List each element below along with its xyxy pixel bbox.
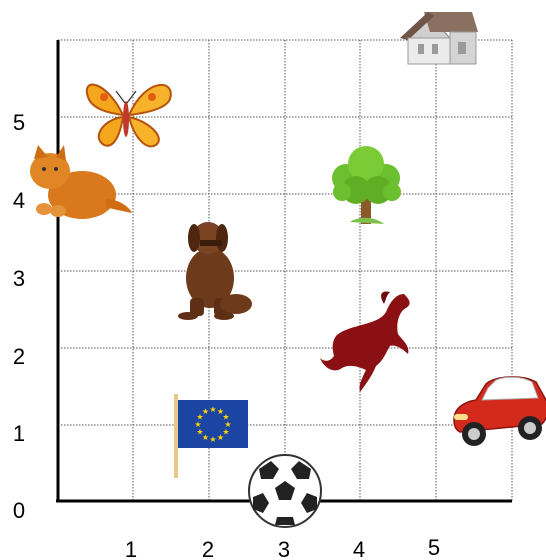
x-tick-label-1: 1 [124, 537, 138, 560]
x-tick-label-5: 5 [427, 535, 441, 560]
eu-flag-star: ★ [201, 407, 210, 416]
car-icon [454, 377, 546, 446]
eu-flag-star: ★ [209, 435, 217, 444]
soccer-ball-icon [249, 455, 321, 527]
y-tick-label-3: 3 [12, 266, 26, 291]
eu-flag-star: ★ [209, 405, 217, 414]
eu-flag-star: ★ [222, 427, 230, 437]
x-tick-label-4: 4 [352, 537, 366, 560]
butterfly-icon [87, 85, 171, 147]
eu-flag-star: ★ [196, 427, 204, 437]
y-tick-label-1: 1 [12, 421, 26, 446]
eu-flag-star: ★ [216, 433, 225, 442]
y-tick-label-0: 0 [12, 498, 26, 523]
dog-icon [178, 222, 252, 320]
eu-flag-star: ★ [194, 420, 202, 429]
horse-icon [320, 292, 410, 393]
tree-icon [332, 146, 401, 224]
eu-flag-star: ★ [222, 412, 230, 422]
eu-flag-icon [174, 394, 248, 478]
y-tick-label-4: 4 [12, 188, 26, 213]
x-tick-label-3: 3 [277, 537, 291, 560]
eu-flag-star: ★ [201, 433, 210, 442]
eu-flag-star: ★ [224, 420, 232, 429]
eu-flag-star: ★ [196, 412, 204, 422]
house-icon [400, 12, 478, 64]
y-tick-label-5: 5 [12, 110, 26, 135]
eu-flag-star: ★ [216, 407, 225, 416]
x-tick-label-2: 2 [201, 537, 215, 560]
cat-icon [30, 145, 132, 219]
y-tick-label-2: 2 [12, 344, 26, 369]
